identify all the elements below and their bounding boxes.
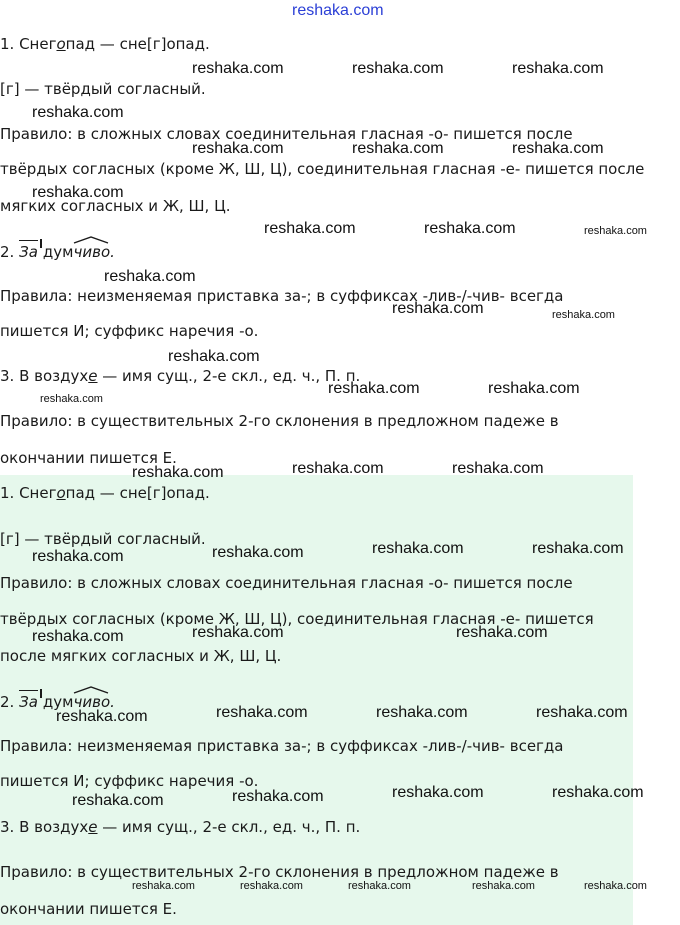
watermark: reshaka.com	[212, 544, 304, 561]
watermark: reshaka.com	[512, 60, 604, 77]
watermark: reshaka.com	[192, 140, 284, 157]
panel-word-1-start: 1. Снег	[0, 484, 57, 502]
panel-word-3-start: 3. В воздух	[0, 818, 89, 836]
panel-rule-3-line-1: Правило: в существительных 2-го склонения в предложном падеже в	[0, 863, 559, 881]
word-2-root: дум	[42, 243, 74, 261]
rule-1-line-2: твёрдых согласных (кроме Ж, Ш, Ц), соединительная гласная -е- пишется после	[0, 160, 645, 178]
panel-suffix-text: чив	[73, 693, 101, 711]
watermark: reshaka.com	[472, 880, 535, 892]
word-2-prefix	[19, 240, 38, 262]
word-1-end: пад — сне[г]опад.	[65, 35, 210, 53]
word-2-number: 2.	[0, 243, 15, 261]
panel-rule-2-line-1: Правила: неизменяемая приставка за-; в суффиксах -лив-/-чив- всегда	[0, 737, 564, 755]
panel-word-2-ending: о.	[100, 693, 115, 711]
panel-word-2-prefix	[19, 690, 38, 712]
watermark: reshaka.com	[372, 540, 464, 557]
panel-word-2-number: 2.	[0, 693, 15, 711]
panel-word-1-line	[0, 483, 210, 503]
rule-2-line-1: Правила: неизменяемая приставка за-; в суффиксах -лив-/-чив- всегда	[0, 287, 564, 305]
watermark: reshaka.com	[352, 140, 444, 157]
word-1-note: [г] — твёрдый согласный.	[0, 80, 206, 98]
panel-suffix-arc	[73, 686, 109, 694]
watermark: reshaka.com	[264, 220, 356, 237]
word-1-vowel: о	[56, 35, 66, 53]
watermark: reshaka.com	[32, 104, 124, 121]
watermark: reshaka.com	[168, 348, 260, 365]
watermark: reshaka.com	[216, 704, 308, 721]
watermark: reshaka.com	[392, 784, 484, 801]
rule-2-line-2: пишется И; суффикс наречия -о.	[0, 322, 259, 340]
rule-3-line-2: окончании пишется Е.	[0, 449, 177, 467]
watermark: reshaka.com	[328, 380, 420, 397]
watermark: reshaka.com	[56, 708, 148, 725]
watermark: reshaka.com	[456, 624, 548, 641]
panel-prefix-mark	[40, 689, 42, 698]
panel-rule-1-line-1: Правило: в сложных словах соединительная гласная -о- пишется после	[0, 574, 573, 592]
watermark: reshaka.com	[40, 393, 103, 405]
watermark: reshaka.com	[132, 464, 224, 481]
panel-word-3-line	[0, 817, 360, 837]
suffix-text: чив	[73, 243, 101, 261]
watermark: reshaka.com	[192, 624, 284, 641]
watermark: reshaka.com	[232, 788, 324, 805]
panel-prefix-text: За	[19, 693, 38, 711]
watermark: reshaka.com	[32, 184, 124, 201]
watermark: reshaka.com	[348, 880, 411, 892]
panel-word-1-vowel: о	[56, 484, 66, 502]
word-3-end: — имя сущ., 2-е скл., ед. ч., П. п.	[97, 367, 361, 385]
watermark: reshaka.com	[452, 460, 544, 477]
watermark: reshaka.com	[240, 880, 303, 892]
prefix-mark	[40, 239, 42, 248]
watermark: reshaka.com	[192, 60, 284, 77]
word-3-start: 3. В воздух	[0, 367, 89, 385]
watermark: reshaka.com	[32, 628, 124, 645]
rule-1-line-1: Правило: в сложных словах соединительная гласная -о- пишется после	[0, 125, 573, 143]
watermark: reshaka.com	[32, 548, 124, 565]
word-2-line	[0, 240, 115, 262]
watermark: reshaka.com	[292, 460, 384, 477]
panel-rule-1-line-2: твёрдых согласных (кроме Ж, Ш, Ц), соединительная гласная -е- пишется	[0, 610, 594, 628]
watermark: reshaka.com	[72, 792, 164, 809]
panel-word-1-note: [г] — твёрдый согласный.	[0, 530, 206, 548]
watermark: reshaka.com	[352, 60, 444, 77]
panel-word-3-vowel: е	[88, 818, 98, 836]
panel-word-1-end: пад — сне[г]опад.	[65, 484, 210, 502]
watermark: reshaka.com	[552, 309, 615, 321]
watermark: reshaka.com	[552, 784, 644, 801]
panel-rule-1-line-3: после мягких согласных и Ж, Ш, Ц.	[0, 647, 282, 665]
site-title[interactable]: reshaka.com	[292, 2, 384, 19]
rule-3-line-1: Правило: в существительных 2-го склонения в предложном падеже в	[0, 412, 559, 430]
watermark: reshaka.com	[104, 268, 196, 285]
rule-1-line-3: мягких согласных и Ж, Ш, Ц.	[0, 197, 231, 215]
panel-word-3-end: — имя сущ., 2-е скл., ед. ч., П. п.	[97, 818, 361, 836]
suffix-arc	[73, 236, 109, 244]
word-2-suffix	[73, 242, 100, 262]
watermark: reshaka.com	[512, 140, 604, 157]
watermark: reshaka.com	[584, 880, 647, 892]
word-1-line	[0, 34, 210, 54]
watermark: reshaka.com	[536, 704, 628, 721]
watermark: reshaka.com	[132, 880, 195, 892]
watermark: reshaka.com	[392, 300, 484, 317]
word-3-vowel: е	[88, 367, 98, 385]
panel-rule-3-line-2: окончании пишется Е.	[0, 900, 177, 918]
watermark: reshaka.com	[488, 380, 580, 397]
prefix-text: За	[19, 243, 38, 261]
panel-rule-2-line-2: пишется И; суффикс наречия -о.	[0, 772, 259, 790]
word-1-start: 1. Снег	[0, 35, 57, 53]
watermark: reshaka.com	[532, 540, 624, 557]
watermark: reshaka.com	[584, 225, 647, 237]
panel-word-2-root: дум	[42, 693, 74, 711]
watermark: reshaka.com	[376, 704, 468, 721]
watermark: reshaka.com	[424, 220, 516, 237]
word-2-ending: о.	[100, 243, 115, 261]
word-3-line	[0, 366, 360, 386]
